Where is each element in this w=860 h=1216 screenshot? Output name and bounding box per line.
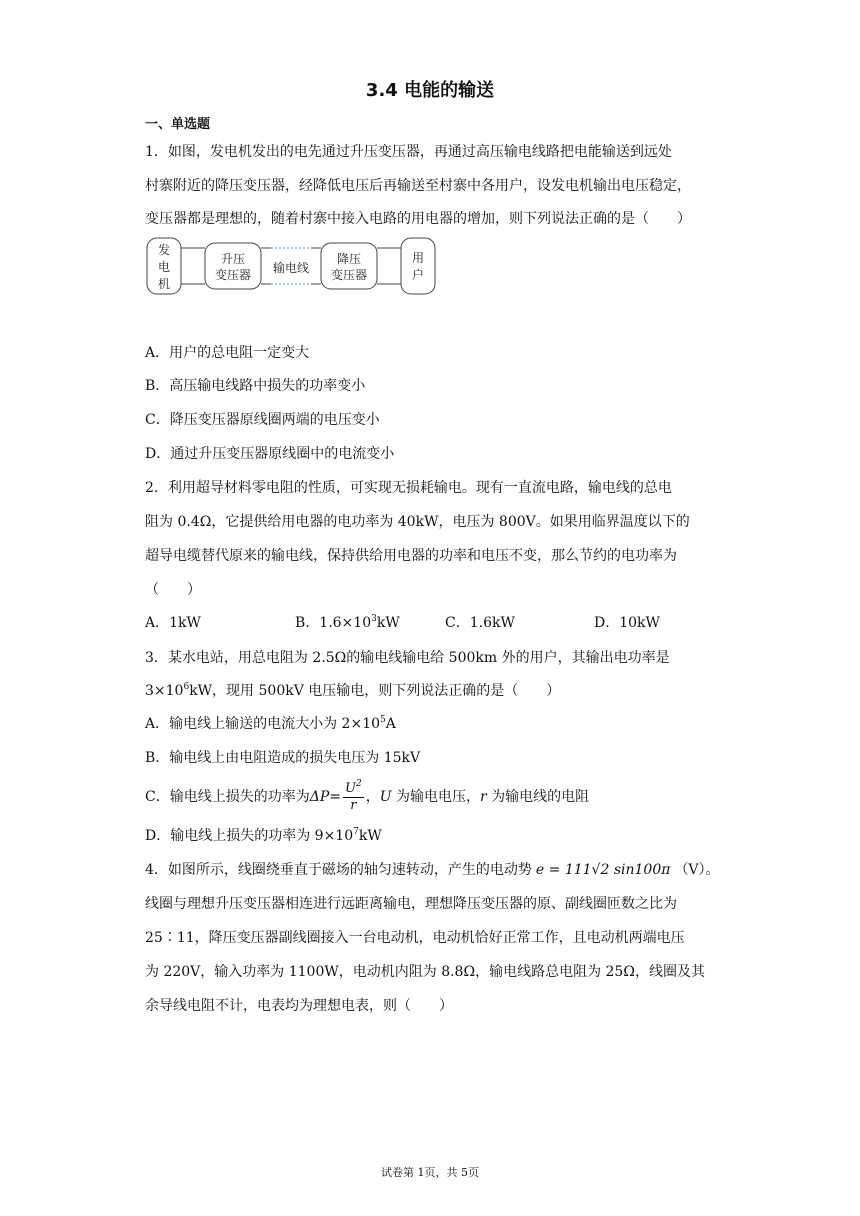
q2-line-2: 阻为 0.4Ω，它提供给用电器的电功率为 40kW，电压为 800V。如果用临界温度以下的 xyxy=(145,514,690,530)
q3-option-c xyxy=(145,778,589,818)
emf-formula: e = 111√2 sin100π xyxy=(535,862,671,878)
q3-option-d-post: kW xyxy=(358,828,382,844)
q1-option-b: B．高压输电线路中损失的功率变小 xyxy=(145,378,366,394)
q3-option-a-post: A xyxy=(385,716,396,732)
step-up-label-2: 变压器 xyxy=(214,268,252,282)
q2-option-a: A．1kW xyxy=(145,615,201,631)
q2-option-c: C．1.6kW xyxy=(445,615,515,631)
q3-line-2-post: kW，现用 500kV 电压输电，则下列说法正确的是（ ） xyxy=(189,683,561,699)
q3-line-2 xyxy=(145,681,560,701)
q3-option-d xyxy=(145,826,382,846)
q3-option-b: B．输电线上由电阻造成的损失电压为 15kV xyxy=(145,750,421,766)
fraction-numerator-exp: 2 xyxy=(355,778,362,789)
q4-line-1-pre: 4．如图所示，线圈绕垂直于磁场的轴匀速转动，产生的电动势 xyxy=(145,862,532,878)
gen-char-1: 发 xyxy=(157,243,171,257)
q3-option-d-pre: D．输电线上损失的功率为 9×10 xyxy=(145,828,354,844)
step-up-label-1: 升压 xyxy=(220,252,246,266)
step-down-label-2: 变压器 xyxy=(330,268,368,282)
q2-line-3: 超导电缆替代原来的输电线，保持供给用电器的功率和电压不变，那么节约的电功率为 xyxy=(145,548,677,564)
q3-option-c-u: U xyxy=(379,789,392,805)
q2-option-d: D．10kW xyxy=(594,615,660,631)
user-box xyxy=(401,238,435,294)
q3-option-c-dp: ΔP= xyxy=(309,789,341,805)
q4-line-3: 25∶11，降压变压器副线圈接入一台电动机，电动机恰好正常工作，且电动机两端电压 xyxy=(145,930,685,946)
q3-option-a-pre: A．输电线上输送的电流大小为 2×10 xyxy=(145,716,381,732)
q3-option-c-post1: ， xyxy=(365,789,380,805)
q2-option-b-post: kW xyxy=(376,615,400,631)
gen-char-3: 机 xyxy=(157,277,171,291)
q4-line-1 xyxy=(145,860,720,880)
q1-option-a: A．用户的总电阻一定变大 xyxy=(145,345,310,361)
q3-option-d-exp: 7 xyxy=(353,827,359,837)
q2-option-b-pre: B．1.6×10 xyxy=(295,615,372,631)
fraction-denominator: r xyxy=(350,797,357,813)
power-transmission-diagram xyxy=(145,236,440,300)
gen-char-2: 电 xyxy=(157,260,171,274)
q3-line-2-exp: 6 xyxy=(183,682,190,692)
q1-line-3: 变压器都是理想的，随着村寨中接入电路的用电器的增加，则下列说法正确的是（ ） xyxy=(145,211,691,227)
q3-option-c-r: r xyxy=(479,789,487,805)
step-down-label-1: 降压 xyxy=(336,252,362,266)
page-footer: 试卷第 1页，共 5页 xyxy=(381,1166,479,1179)
user-char-1: 用 xyxy=(411,251,425,265)
q3-option-c-pre: C．输电线上损失的功率为 xyxy=(145,789,310,805)
q2-option-b xyxy=(295,613,400,633)
q2-line-1: 2．利用超导材料零电阻的性质，可实现无损耗输电。现有一直流电路，输电线的总电 xyxy=(145,480,672,496)
q1-option-d: D．通过升压变压器原线圈中的电流变小 xyxy=(145,446,395,462)
q2-option-b-exp: 3 xyxy=(371,614,377,624)
section-heading: 一、单选题 xyxy=(145,117,211,132)
q1-line-2: 村寨附近的降压变压器，经降低电压后再输送至村寨中各用户，设发电机输出电压稳定， xyxy=(145,178,691,194)
power-loss-fraction xyxy=(343,778,364,814)
user-char-2: 户 xyxy=(411,268,425,282)
step-down-box xyxy=(321,243,377,289)
q4-line-5: 余导线电阻不计，电表均为理想电表，则（ ） xyxy=(145,998,453,1014)
q1-line-1: 1．如图，发电机发出的电先通过升压变压器，再通过高压输电线路把电能输送到远处 xyxy=(145,144,672,160)
q4-line-1-post: （V）。 xyxy=(674,862,720,878)
q1-option-c: C．降压变压器原线圈两端的电压变小 xyxy=(145,412,380,428)
q3-line-2-pre: 3×10 xyxy=(145,683,184,699)
line-label: 输电线 xyxy=(272,261,310,275)
q4-line-2: 线圈与理想升压变压器相连进行远距离输电，理想降压变压器的原、副线圈匝数之比为 xyxy=(145,896,677,912)
q4-line-4: 为 220V，输入功率为 1100W，电动机内阻为 8.8Ω，输电线路总电阻为 25Ω，线圈及其 xyxy=(145,964,705,980)
q3-option-c-mid: 为输电电压， xyxy=(391,789,480,805)
q3-option-a-exp: 5 xyxy=(380,715,386,725)
page-title: 3.4 电能的输送 xyxy=(365,80,495,101)
step-up-box xyxy=(205,243,261,289)
q3-option-a xyxy=(145,714,396,734)
q3-option-c-post2: 为输电线的电阻 xyxy=(486,789,590,805)
fraction-numerator: U xyxy=(344,780,356,796)
q2-line-4: （ ） xyxy=(145,582,201,598)
q3-line-1: 3．某水电站，用总电阻为 2.5Ω的输电线输电给 500km 外的用户，其输出电功率是 xyxy=(145,650,670,666)
